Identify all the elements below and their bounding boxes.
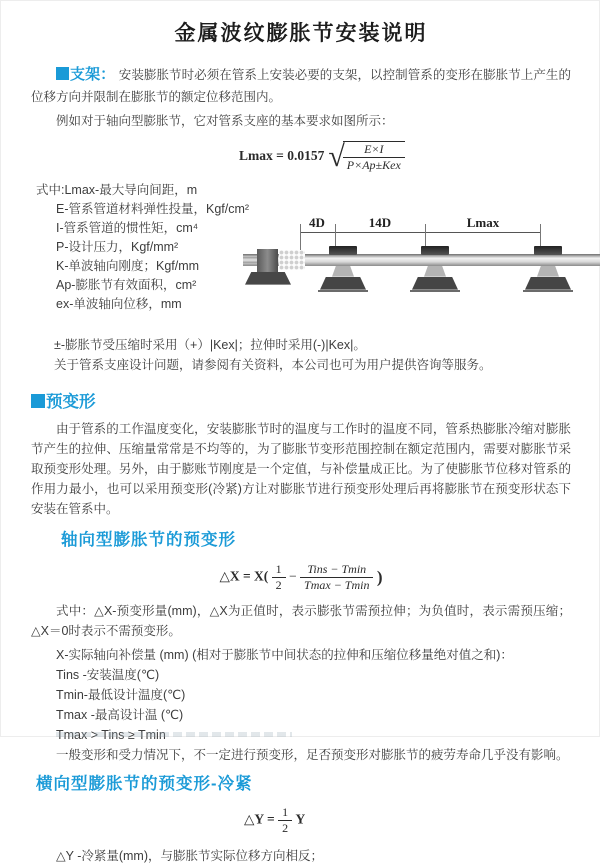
plus-minus-note: ±-膨胀节受压缩时采用（+）|Kex|；拉伸时采用(-)|Kex|。 [54, 337, 366, 352]
pipe-support [318, 213, 368, 321]
guide-spacing-formula [31, 141, 571, 173]
page-title: 金属波纹膨胀节安装说明 [174, 22, 428, 45]
predeform-header-label: 预变形 [46, 393, 96, 412]
support-cap [534, 246, 562, 255]
definition-line: 式中:Lmax-最大导向间距，m [36, 182, 198, 197]
clipped-text-remnant [56, 732, 292, 737]
support-base [525, 277, 571, 290]
axial-predeform-title: 轴向型膨胀节的预变形 [61, 531, 236, 550]
formula2-prefix: △X = X( [219, 568, 269, 584]
axial-note-line: 一般变形和受力情况下，不一定进行预变形，足否预变形对膨胀节的疲劳寿命几乎没有影响。 [56, 747, 569, 762]
one-half-fraction [278, 805, 292, 836]
support-header-label: 支架： [70, 65, 116, 83]
fixed-anchor [257, 249, 278, 272]
definition-line: E-管系管道材料弹性投量，Kgf/cm² [56, 201, 250, 216]
dim-label-4d: 4D [309, 214, 325, 230]
formula2-suffix: ) [376, 567, 383, 587]
predeform-section-header [31, 389, 571, 415]
definitions-and-diagram [31, 181, 571, 331]
support-foot [410, 290, 460, 292]
support-base [320, 277, 366, 290]
support-intro-text: 安装膨胀节时必须在管系上安装必要的支架，以控制管系的变形在膨胀节上产生的位移方向并限制在膨胀节的额定位移范围内。 [31, 67, 571, 104]
formula1-lhs: Lmax = 0.0157 [239, 147, 325, 163]
pipe-support-diagram [243, 213, 600, 321]
one-half-fraction [272, 562, 286, 593]
support-example-line: 例如对于轴向型膨胀节，它对管系支座的基本要求如图所示： [56, 113, 394, 128]
support-saddle [332, 266, 354, 277]
temperature-fraction [300, 562, 373, 593]
fraction-numerator: 1 [272, 562, 286, 578]
axial-predeform-formula [31, 562, 571, 593]
axial-note-line: 式中：△X-预变形量(mm)，△X为正值时，表示膨张节需预拉伸；为负值时，表示需预压缩；△X＝0时表示不需预变形。 [31, 603, 571, 638]
support-saddle [424, 266, 446, 277]
axial-note-line: Tmin-最低设计温度(℃) [56, 687, 186, 702]
lateral-predeform-title: 横向型膨胀节的预变形-冷紧 [36, 774, 253, 793]
predeform-body-paragraph: 由于管系的工作温度变化，安装膨胀节时的温度与工作时的温度不同，管系热膨胀冷缩对膨胀节产生的拉伸、压缩量常常是不均等的，为了膨胀节变形范围控制在额定范围内，需要对膨胀节采取预变形处理。另外，由于膨账节刚度是一个定值，与补偿量成正比。为了使膨胀节位移对管系的作用力最小，也可以采用预变形(冷紧)方让对膨胀节进行预变形处理后再将膨胀节在预变形状态下安装在管系中。 [31, 422, 571, 517]
fixed-anchor-base [245, 272, 291, 285]
formula1-denominator: P×Ap±Kex [346, 157, 401, 172]
support-cap [329, 246, 357, 255]
formula3-prefix: △Y = [244, 811, 275, 827]
support-foot [523, 290, 573, 292]
support-section-header [56, 66, 115, 83]
fraction-denominator: 2 [282, 821, 289, 836]
axial-note-line: Tmax > Tins ≥ Tmin [56, 727, 166, 742]
consult-note: 关于管系支座设计问题，请参阅有关资料，本公司也可为用户提供咨询等服务。 [54, 357, 492, 372]
axial-note-line: Tmax -最高设计温 (℃) [56, 707, 184, 722]
axial-note-line: X-实际轴向补偿量 (mm) (相对于膨胀节中间状态的拉伸和压缩位移量绝对值之和)： [56, 647, 513, 662]
fraction-numerator: 1 [278, 805, 292, 821]
support-intro-paragraph [31, 63, 571, 107]
definition-line: P-设计压力，Kgf/mm² [56, 239, 179, 254]
fraction-numerator: Tins − Tmin [300, 562, 373, 578]
support-saddle [537, 266, 559, 277]
definition-line: Ap-膨胀节有效面积，cm² [56, 277, 197, 292]
definition-line: ex-单波轴向位移，mm [56, 296, 182, 311]
fraction-denominator: 2 [275, 577, 282, 592]
support-foot [318, 290, 368, 292]
radical-sign: √ [328, 139, 345, 173]
fraction-denominator: Tmax − Tmin [304, 577, 370, 592]
formula1-fraction [343, 141, 405, 173]
dim-label-14d: 14D [368, 214, 392, 230]
bellows-expansion-joint [279, 250, 305, 270]
section-bullet-icon [31, 394, 45, 408]
pipe-support [523, 213, 573, 321]
formula1-numerator: E×I [343, 142, 405, 158]
support-base [412, 277, 458, 290]
section-bullet-icon [56, 67, 69, 80]
support-cap [421, 246, 449, 255]
lateral-predeform-formula [31, 805, 571, 836]
lateral-note-line: △Y -冷紧量(mm)，与膨胀节实际位移方向相反； [56, 849, 324, 864]
definition-line: K-单波轴向刚度；Kgf/mm [56, 258, 200, 273]
formula3-suffix: Y [295, 811, 306, 827]
dim-label-lmax: Lmax [466, 214, 500, 230]
definition-line: I-管系管道的惯性矩，cm⁴ [56, 220, 199, 235]
minus-sign: − [289, 568, 297, 584]
axial-note-line: Tins -安装温度(℃) [56, 667, 160, 682]
pipe-support [410, 213, 460, 321]
